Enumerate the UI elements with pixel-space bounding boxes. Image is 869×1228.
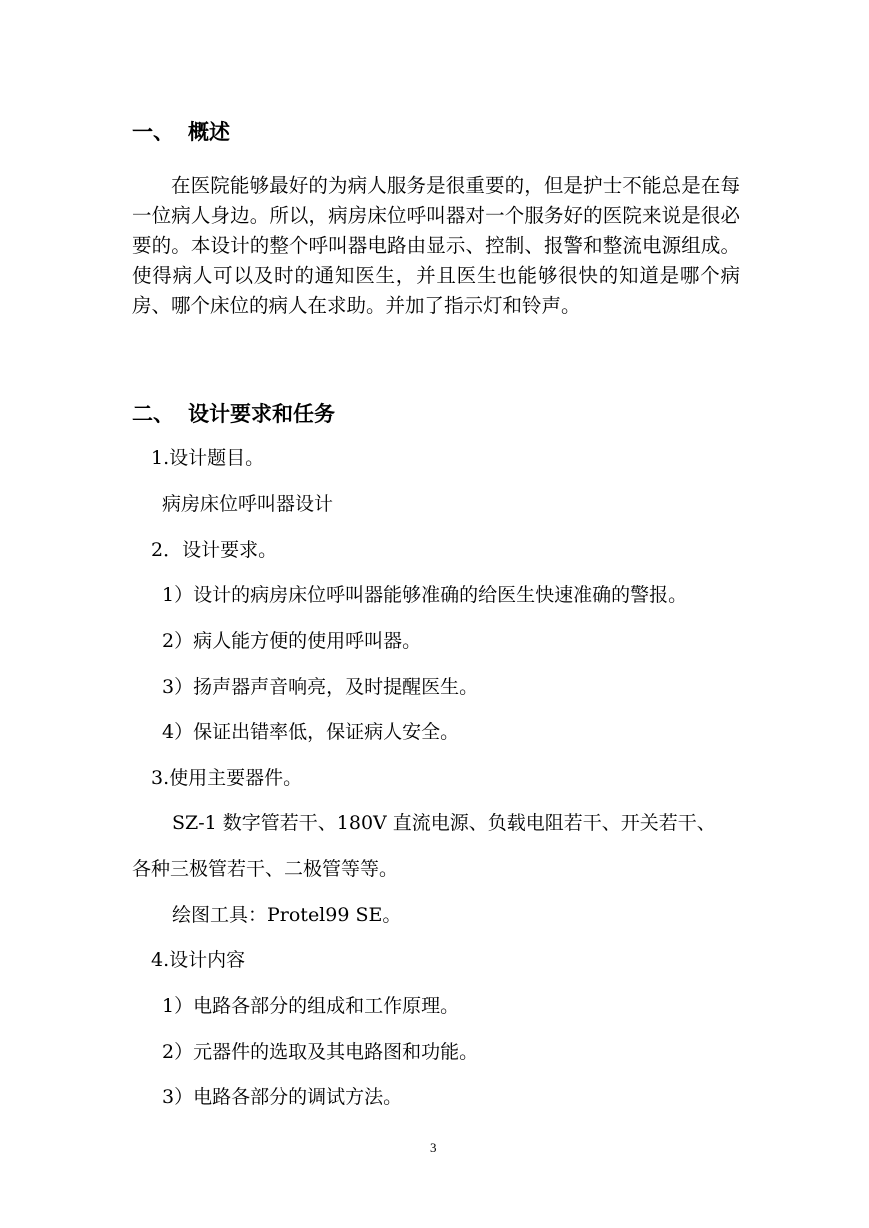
section-heading-requirements [132, 398, 335, 428]
section-heading-overview [132, 116, 230, 146]
item-design-title-heading: 1.设计题目。 [151, 447, 265, 469]
list-item: 3）电路各部分的调试方法。 [162, 1086, 403, 1108]
item-design-requirements-heading: 2．设计要求。 [151, 539, 278, 561]
list-item: 1）电路各部分的组成和工作原理。 [162, 995, 460, 1017]
section-number: 一、 [132, 120, 174, 144]
list-item: 3）扬声器声音响亮，及时提醒医生。 [162, 676, 479, 698]
list-item: 1）设计的病房床位呼叫器能够准确的给医生快速准确的警报。 [162, 584, 688, 606]
overview-paragraph: 在医院能够最好的为病人服务是很重要的，但是护士不能总是在每一位病人身边。所以，病房床位呼叫器对一个服务好的医院来说是很必要的。本设计的整个呼叫器电路由显示、控制、报警和整流电源组成。使得病人可以及时的通知医生，并且医生也能够很快的知道是哪个病房、哪个床位的病人在求助。并加了指示灯和铃声。 [132, 174, 740, 317]
components-line-2: 各种三极管若干、二极管等等。 [132, 858, 399, 880]
item-components-heading: 3.使用主要器件。 [151, 767, 303, 789]
section-title: 概述 [188, 120, 230, 144]
components-line-1: SZ-1 数字管若干、180V 直流电源、负载电阻若干、开关若干、 [172, 812, 716, 834]
section-number: 二、 [132, 402, 174, 426]
item-design-content-heading: 4.设计内容 [151, 949, 246, 971]
section-title: 设计要求和任务 [188, 402, 335, 426]
list-item: 2）病人能方便的使用呼叫器。 [162, 630, 422, 652]
design-title-text: 病房床位呼叫器设计 [162, 493, 334, 515]
drawing-tool-line: 绘图工具：Protel99 SE。 [172, 904, 402, 926]
list-item: 4）保证出错率低，保证病人安全。 [162, 721, 460, 743]
list-item: 2）元器件的选取及其电路图和功能。 [162, 1041, 479, 1063]
page-number: 3 [430, 1140, 437, 1155]
